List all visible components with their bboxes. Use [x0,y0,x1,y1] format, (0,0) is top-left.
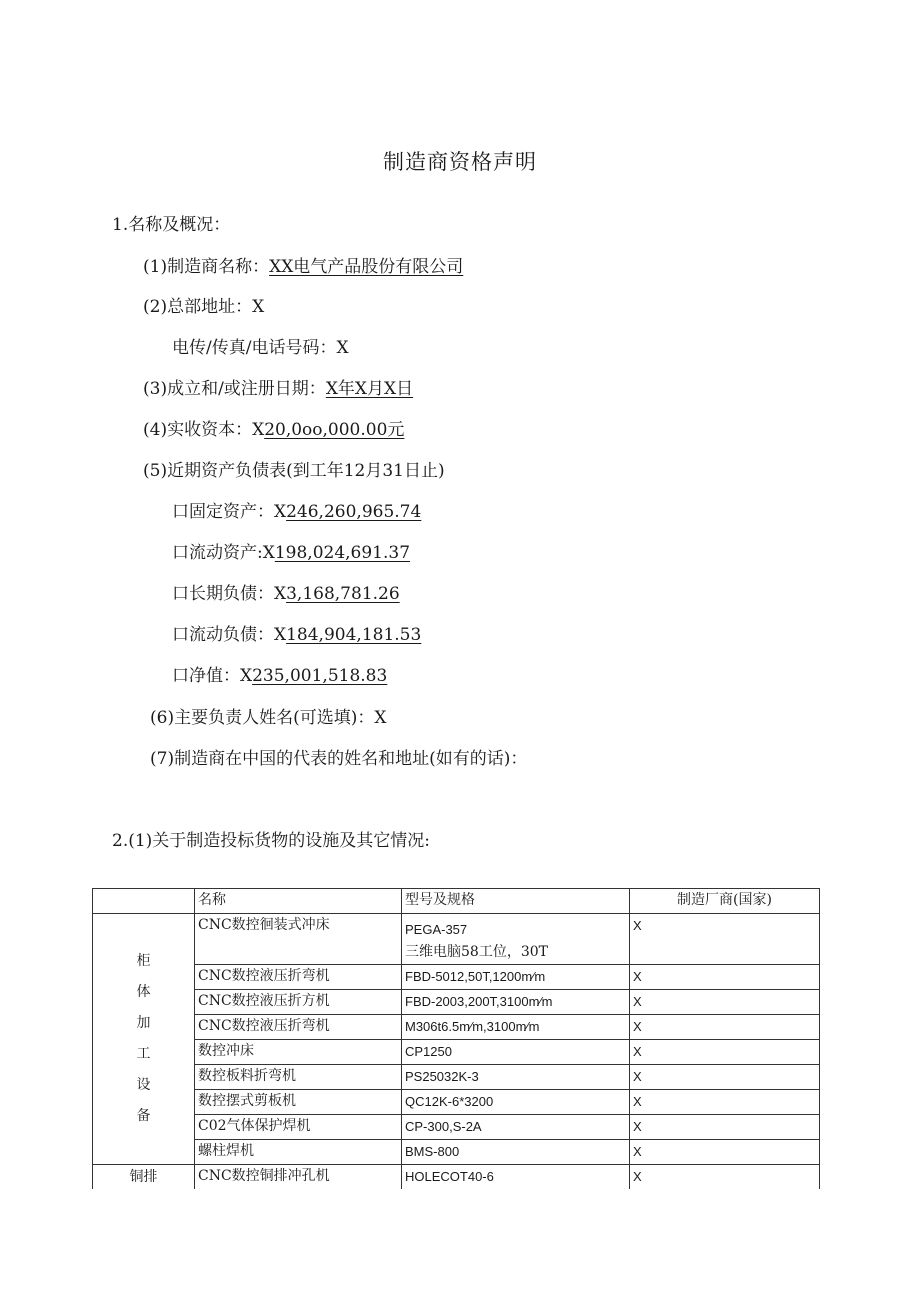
header-model: 型号及规格 [402,889,630,914]
capital-value: 20,0oo,000.00元 [264,420,405,440]
equipment-model: FBD-2003,200T,3100m∕m [402,990,630,1015]
manufacturer-name-value: XX电气产品股份有限公司 [269,257,464,277]
category-copper-bar: 铜排 [93,1165,195,1190]
page-title: 制造商资格声明 [383,150,537,174]
table-row [93,1115,820,1140]
capital-line [143,415,404,440]
equipment-model: FBD-5012,50T,1200m∕m [402,965,630,990]
equipment-name: C02气体保护焊机 [195,1115,402,1140]
equipment-model-line1: PEGA-357 [405,922,468,937]
equipment-name: 螺柱焊机 [195,1140,402,1165]
equipment-manufacturer: X [630,1115,820,1140]
equipment-manufacturer: X [630,1015,820,1040]
equipment-manufacturer: X [630,1140,820,1165]
fixed-assets-line [172,497,421,522]
leader-name-line: (6)主要负责人姓名(可选填)：X [150,708,387,728]
equipment-name: CNC数控液压折弯机 [195,1015,402,1040]
table-row [93,990,820,1015]
equipment-model: CP-300,S-2A [402,1115,630,1140]
balance-sheet-heading: (5)近期资产负债表(到工年12月31日止) [143,461,445,481]
header-category [93,889,195,914]
equipment-model: M306t6.5m∕m,3100m∕m [402,1015,630,1040]
current-assets-label: 口流动资产:X [172,543,275,563]
table-row [93,965,820,990]
hq-address-line: (2)总部地址：X [143,297,265,317]
equipment-model-line2: 三维电脑58工位，30T [405,944,548,960]
header-manufacturer: 制造厂商(国家) [630,889,820,914]
equipment-name: 数控冲床 [195,1040,402,1065]
table-row [93,1065,820,1090]
table-header-row [93,889,820,914]
current-liabilities-label: 口流动负债：X [172,625,287,645]
equipment-manufacturer: X [630,1165,820,1190]
registration-date-label: (3)成立和/或注册日期： [143,379,326,399]
equipment-name: CNC数控铜排冲孔机 [195,1165,402,1190]
table-row [93,1165,820,1190]
equipment-name: CNC数控液压折弯机 [195,965,402,990]
equipment-manufacturer: X [630,1040,820,1065]
registration-date-line [143,374,413,399]
equipment-name: 数控摆式剪板机 [195,1090,402,1115]
net-worth-line [172,661,387,686]
long-term-liabilities-line [172,579,400,604]
fixed-assets-label: 口固定资产：X [172,502,287,522]
table-row [93,914,820,965]
equipment-model: BMS-800 [402,1140,630,1165]
equipment-manufacturer: X [630,1090,820,1115]
table-row [93,1090,820,1115]
equipment-model: HOLECOT40-6 [402,1165,630,1190]
header-name: 名称 [195,889,402,914]
net-worth-label: 口净值：X [172,666,253,686]
equipment-name: CNC数控液压折方机 [195,990,402,1015]
registration-date-value: X年X月X日 [325,379,414,399]
current-liabilities-line [172,620,421,645]
table-row [93,1140,820,1165]
equipment-name: 数控板料折弯机 [195,1065,402,1090]
manufacturer-name-label: (1)制造商名称： [143,257,270,277]
equipment-manufacturer: X [630,1065,820,1090]
equipment-model: QC12K-6*3200 [402,1090,630,1115]
equipment-manufacturer: X [630,965,820,990]
table-row [93,1015,820,1040]
current-assets-value: 198,024,691.37 [274,543,411,563]
manufacturer-name-line [143,252,463,277]
phone-line: 电传/传真/电话号码：X [172,338,349,358]
long-term-liabilities-value: 3,168,781.26 [286,584,400,604]
equipment-manufacturer: X [630,914,820,965]
china-representative-line: (7)制造商在中国的代表的姓名和地址(如有的话)： [150,749,528,769]
equipment-model: CP1250 [402,1040,630,1065]
table-row [93,1040,820,1065]
equipment-model: PS25032K-3 [402,1065,630,1090]
equipment-model [402,914,630,965]
current-liabilities-value: 184,904,181.53 [286,625,422,645]
net-worth-value: 235,001,518.83 [252,666,388,686]
section2-heading: 2.(1)关于制造投标货物的设施及其它情况: [112,831,431,851]
fixed-assets-value: 246,260,965.74 [286,502,422,522]
long-term-liabilities-label: 口长期负债：X [172,584,287,604]
category-cabinet-processing: 柜 体 加 工 设 备 [93,914,195,1165]
current-assets-line [172,538,410,563]
equipment-table [92,888,820,1189]
section1-heading: 1.名称及概况： [112,215,231,235]
equipment-name: CNC数控徊装式冲床 [195,914,402,965]
equipment-manufacturer: X [630,990,820,1015]
capital-label: (4)实收资本：X [143,420,265,440]
